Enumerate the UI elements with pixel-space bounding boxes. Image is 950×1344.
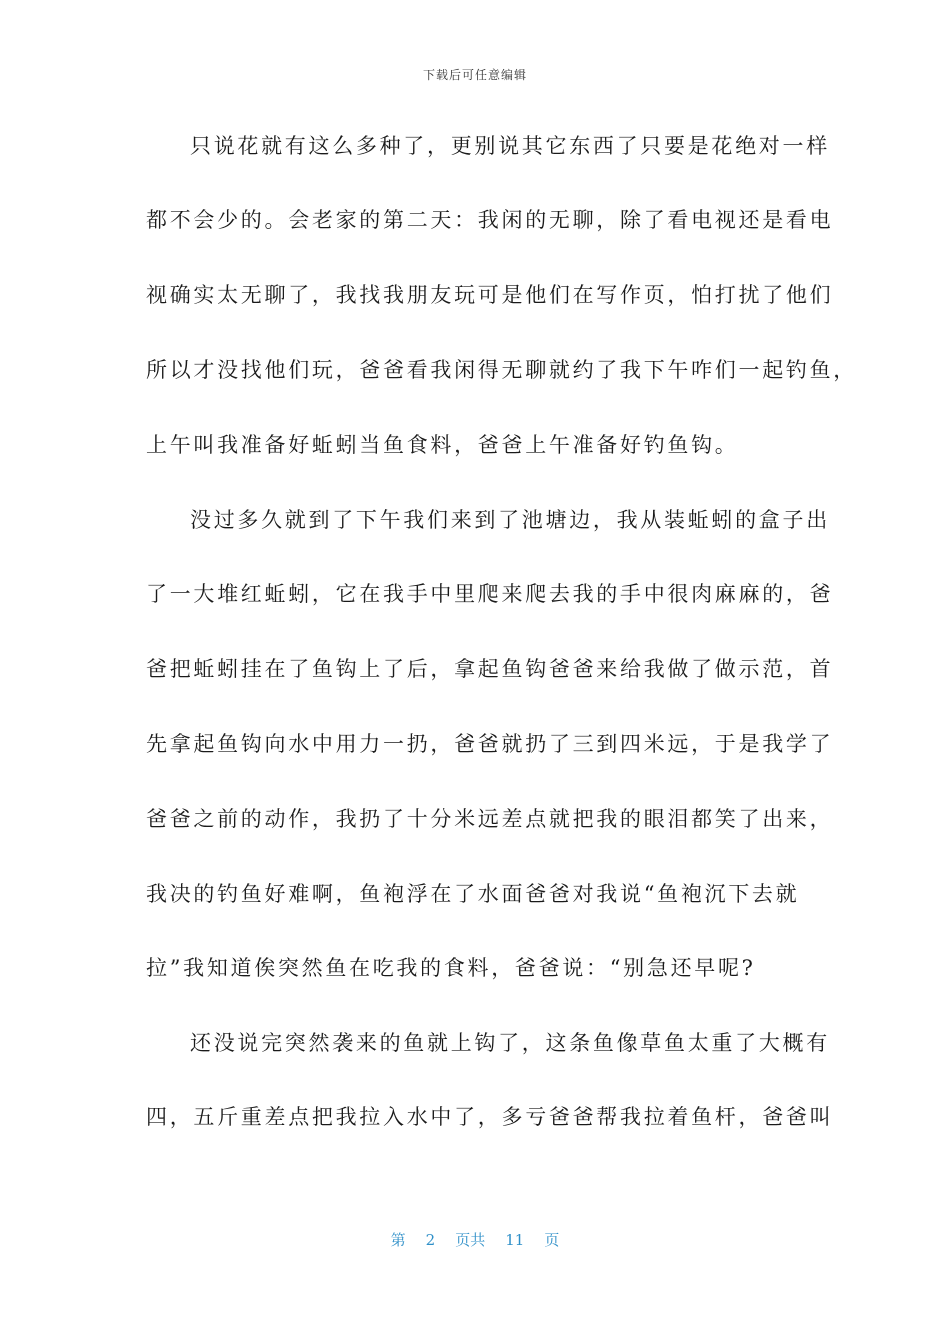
text-line: 了一大堆红蚯蚓，它在我手中里爬来爬去我的手中很肉麻麻的，爸 <box>146 582 834 606</box>
footer-prefix: 第 <box>390 1231 406 1249</box>
page-header: 下载后可任意编辑 <box>422 68 527 82</box>
text-line: 我决的钓鱼好难啊，鱼袍浮在了水面爸爸对我说“鱼袍沉下去就 <box>146 882 800 906</box>
text-line: 没过多久就到了下午我们来到了池塘边，我从装蚯蚓的盒子出 <box>190 508 830 532</box>
footer-middle: 页共 <box>455 1231 486 1249</box>
text-line: 四，五斤重差点把我拉入水中了，多亏爸爸帮我拉着鱼杆，爸爸叫 <box>146 1105 834 1129</box>
text-line: 都不会少的。会老家的第二天：我闲的无聊，除了看电视还是看电 <box>146 208 834 232</box>
page-footer <box>0 1229 950 1250</box>
text-line: 爸把蚯蚓挂在了鱼钩上了后，拿起鱼钩爸爸来给我做了做示范，首 <box>146 657 834 681</box>
text-line: 还没说完突然袭来的鱼就上钩了，这条鱼像草鱼太重了大概有 <box>190 1031 830 1055</box>
page-total: 11 <box>505 1231 525 1249</box>
text-line: 先拿起鱼钩向水中用力一扔，爸爸就扔了三到四米远，于是我学了 <box>146 732 834 756</box>
text-line: 只说花就有这么多种了，更别说其它东西了只要是花绝对一样 <box>190 134 830 158</box>
text-line: 视确实太无聊了，我找我朋友玩可是他们在写作页，怕打扰了他们 <box>146 283 834 307</box>
text-line: 拉”我知道俟突然鱼在吃我的食料，爸爸说：“别急还早呢? <box>146 956 756 980</box>
page-number: 2 <box>425 1231 436 1249</box>
text-line: 所以才没找他们玩，爸爸看我闲得无聊就约了我下午咋们一起钓鱼， <box>146 358 857 382</box>
footer-suffix: 页 <box>544 1231 560 1249</box>
text-line: 爸爸之前的动作，我扔了十分米远差点就把我的眼泪都笑了出来， <box>146 807 834 831</box>
text-line: 上午叫我准备好蚯蚓当鱼食料，爸爸上午准备好钓鱼钩。 <box>146 433 739 457</box>
